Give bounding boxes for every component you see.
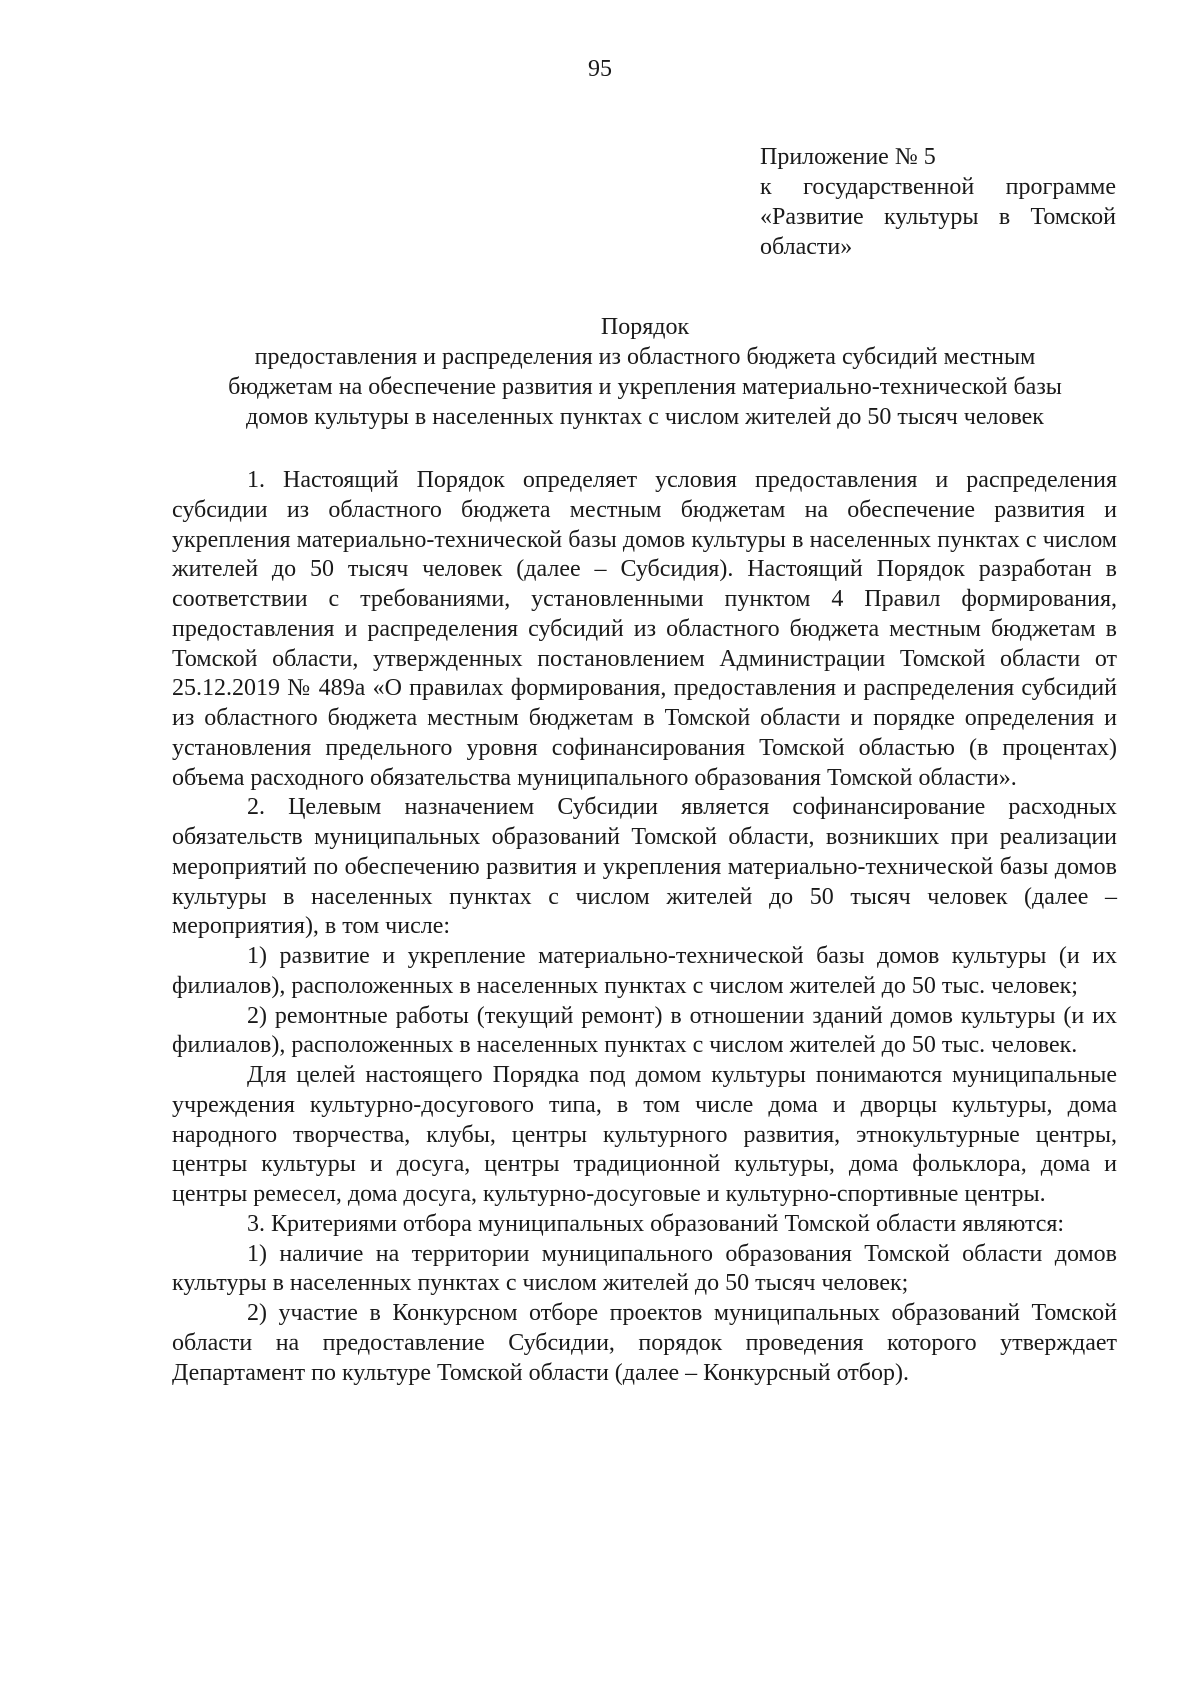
paragraph-definition: Для целей настоящего Порядка под домом культуры понимаются муниципальные учреждения культурно-досугового типа, в том числе дома и дворцы культуры, дома народного творчества, клубы, центры культурного развития, этнокультурные центры, центры культуры и досуга, центры традиционной культуры, дома фольклора, дома и центры ремесел, дома досуга, культурно-досуговые и культурно-спортивные центры. bbox=[172, 1062, 1117, 1207]
appendix-line-3: «Развитие культуры в Томской bbox=[760, 204, 1116, 230]
appendix-line-4: области» bbox=[760, 234, 853, 260]
title-line-2: бюджетам на обеспечение развития и укрепления материально-технической базы bbox=[228, 374, 1062, 400]
document-body bbox=[172, 466, 1117, 1388]
appendix-line-1: Приложение № 5 bbox=[760, 144, 936, 170]
paragraph-1: 1. Настоящий Порядок определяет условия предоставления и распределения субсидии из областного бюджета местным бюджетам на обеспечение развития и укрепления материально-технической базы домов культуры в населенных пунктах с числом жителей до 50 тысяч человек (далее – Субсидия). Настоящий Порядок разработан в соответствии с требованиями, установленными пунктом 4 Правил формирования, предоставления и распределения субсидий из областного бюджета местным бюджетам в Томской области, утвержденных постановлением Администрации Томской области от 25.12.2019 № 489а «О правилах формирования, предоставления и распределения субсидий из областного бюджета местным бюджетам в Томской области и порядке определения и установления предельного уровня софинансирования Томской областью (в процентах) объема расходного обязательства муниципального образования Томской области». bbox=[172, 467, 1117, 791]
appendix-line-2: к государственной программе bbox=[760, 174, 1116, 200]
paragraph-3-item-1: 1) наличие на территории муниципального образования Томской области домов культуры в населенных пунктах с числом жителей до 50 тысяч человек; bbox=[172, 1240, 1117, 1297]
document-title bbox=[170, 312, 1120, 432]
paragraph-3-item-2: 2) участие в Конкурсном отборе проектов муниципальных образований Томской области на предоставление Субсидии, порядок проведения которого утверждает Департамент по культуре Томской области (далее – Конкурсный отбор). bbox=[172, 1300, 1117, 1386]
paragraph-2-item-2: 2) ремонтные работы (текущий ремонт) в отношении зданий домов культуры (и их филиалов), расположенных в населенных пунктах с числом жителей до 50 тыс. человек. bbox=[172, 1002, 1117, 1059]
title-heading: Порядок bbox=[600, 314, 690, 340]
title-line-1: предоставления и распределения из областного бюджета субсидий местным bbox=[254, 344, 1036, 370]
title-line-3: домов культуры в населенных пунктах с числом жителей до 50 тысяч человек bbox=[246, 404, 1044, 430]
paragraph-3: 3. Критериями отбора муниципальных образований Томской области являются: bbox=[247, 1210, 1065, 1237]
paragraph-2: 2. Целевым назначением Субсидии является софинансирование расходных обязательств муниципальных образований Томской области, возникших при реализации мероприятий по обеспечению развития и укрепления материально-технической базы домов культуры в населенных пунктах с числом жителей до 50 тысяч человек (далее – мероприятия), в том числе: bbox=[172, 794, 1117, 940]
appendix-note bbox=[760, 142, 1116, 262]
paragraph-2-item-1: 1) развитие и укрепление материально-технической базы домов культуры (и их филиалов), расположенных в населенных пунктах с числом жителей до 50 тыс. человек; bbox=[172, 943, 1117, 999]
page-number: 95 bbox=[588, 56, 612, 82]
